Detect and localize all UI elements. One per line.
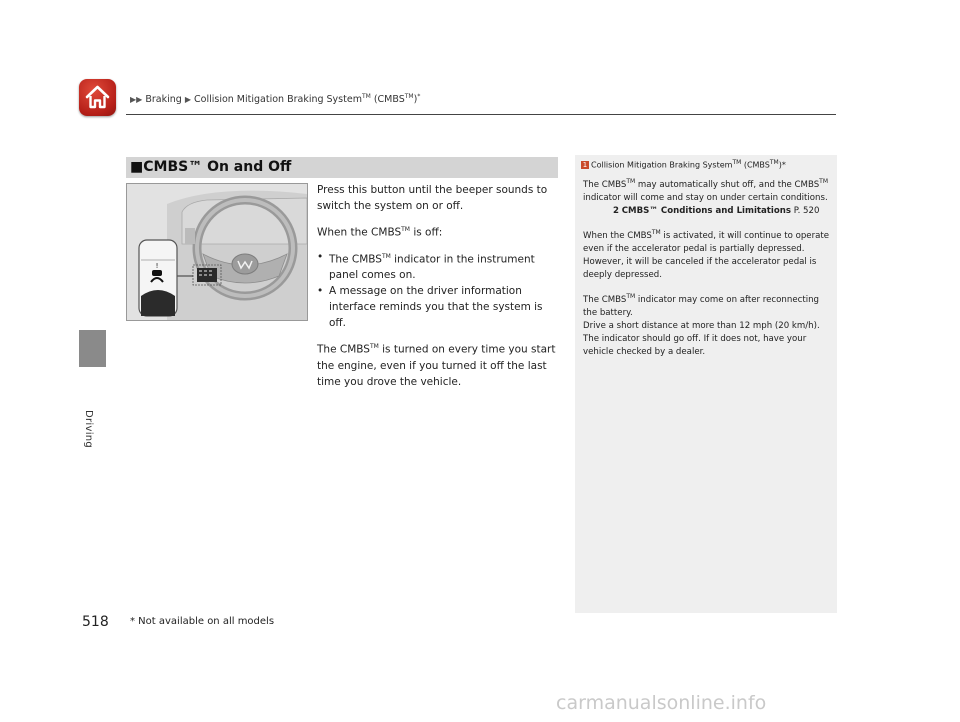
- list-item: • The CMBS™ indicator in the instrument panel comes on.: [317, 249, 557, 284]
- breadcrumb-cmbs[interactable]: Collision Mitigation Braking System™ (CMBS™)*: [194, 93, 421, 106]
- footnote: * Not available on all models: [130, 616, 275, 627]
- main-content: [317, 182, 557, 398]
- section-bullet-icon: ■: [130, 159, 144, 175]
- list-item: • A message on the driver information interface reminds you that the system is off.: [317, 283, 557, 331]
- breadcrumb-braking[interactable]: Braking: [145, 94, 182, 106]
- note-paragraph: The CMBS™ indicator may come on after reconnecting the battery. Drive a short distance at more than 12 mph (20 km/h). The indicator should go off. If it does not, have your vehicle checked by a dealer.: [583, 292, 820, 357]
- home-button[interactable]: [79, 79, 116, 116]
- reference-arrow-icon: 2: [613, 205, 619, 216]
- section-label: Driving: [83, 410, 94, 449]
- svg-text:!: !: [155, 262, 159, 270]
- note-body: [583, 175, 833, 367]
- section-title: ■CMBS™ On and Off: [130, 159, 292, 175]
- home-icon: [84, 84, 111, 111]
- dashboard-illustration: [126, 183, 308, 321]
- section-tab-marker: [79, 330, 106, 367]
- note-heading: 1 Collision Mitigation Braking System™ (CMBS™)*: [582, 159, 786, 170]
- breadcrumb-arrow-icon: ▶▶: [130, 95, 143, 105]
- header-divider: [126, 114, 836, 115]
- note-paragraph: The CMBS™ may automatically shut off, and the CMBS™ indicator will come and stay on under certain conditions. 2 CMBS™ Conditions and Limitations P. 520: [583, 175, 833, 218]
- cross-reference-link[interactable]: 2 CMBS™ Conditions and Limitations P. 520: [613, 205, 820, 216]
- restart-paragraph: The CMBS™ is turned on every time you start the engine, even if you turned it off the last time you drove the vehicle.: [317, 343, 556, 388]
- section-header: [126, 157, 558, 178]
- page-number: 518: [82, 614, 109, 630]
- note-ref-icon: 1: [582, 161, 588, 170]
- off-condition-intro: When the CMBS™ is off:: [317, 226, 443, 239]
- side-note-panel: [575, 155, 837, 613]
- instruction-paragraph: Press this button until the beeper sounds to switch the system on or off.: [317, 184, 548, 212]
- breadcrumb-arrow-icon: ▶: [184, 95, 191, 105]
- off-condition-list: [317, 249, 557, 332]
- breadcrumb: [130, 93, 420, 105]
- watermark: carmanualsonline.info: [556, 692, 767, 714]
- note-paragraph: When the CMBS™ is activated, it will continue to operate even if the accelerator pedal is partially depressed. However, it will be canceled if the accelerator pedal is deeply depressed.: [583, 228, 830, 280]
